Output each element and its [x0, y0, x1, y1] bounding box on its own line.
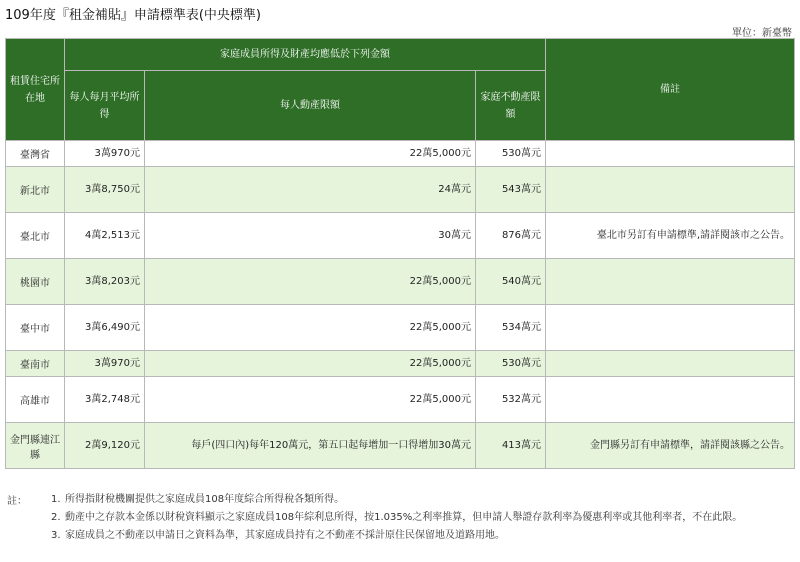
table-row [6, 167, 795, 213]
location-cell: 新北市 [6, 167, 65, 213]
realestate-cell: 530萬元 [476, 351, 546, 377]
income-cell: 3萬970元 [65, 141, 145, 167]
remarks-cell [546, 167, 795, 213]
movable-cell: 22萬5,000元 [145, 351, 476, 377]
footnote-text: 所得指財稅機關提供之家庭成員108年度綜合所得稅各類所得。 [65, 494, 345, 505]
realestate-cell: 876萬元 [476, 213, 546, 259]
currency-unit: 單位：新臺幣 [732, 28, 792, 39]
location-cell: 臺灣省 [6, 141, 65, 167]
header-row-1 [6, 39, 795, 71]
income-cell: 2萬9,120元 [65, 423, 145, 469]
remarks-cell [546, 351, 795, 377]
remarks-cell [546, 259, 795, 305]
header-movable: 每人動產限額 [145, 71, 476, 141]
income-cell: 3萬2,748元 [65, 377, 145, 423]
footnote-item [51, 528, 781, 543]
table-row [6, 259, 795, 305]
location-cell: 金門縣連江縣 [6, 423, 65, 469]
footnote-number: 3. [51, 530, 61, 541]
realestate-cell: 540萬元 [476, 259, 546, 305]
income-cell: 3萬6,490元 [65, 305, 145, 351]
income-cell: 3萬970元 [65, 351, 145, 377]
location-cell: 高雄市 [6, 377, 65, 423]
table-row [6, 423, 795, 469]
table-row [6, 377, 795, 423]
movable-cell: 22萬5,000元 [145, 141, 476, 167]
table-row [6, 213, 795, 259]
header-remarks: 備註 [546, 39, 795, 141]
location-cell: 臺北市 [6, 213, 65, 259]
realestate-cell: 543萬元 [476, 167, 546, 213]
movable-cell: 30萬元 [145, 213, 476, 259]
table-row [6, 305, 795, 351]
location-cell: 桃園市 [6, 259, 65, 305]
table-row [6, 141, 795, 167]
realestate-cell: 413萬元 [476, 423, 546, 469]
income-cell: 3萬8,203元 [65, 259, 145, 305]
movable-cell: 22萬5,000元 [145, 259, 476, 305]
remarks-cell [546, 141, 795, 167]
realestate-cell: 532萬元 [476, 377, 546, 423]
header-realestate: 家庭不動產限額 [476, 71, 546, 141]
footnote-item [51, 492, 781, 507]
remarks-cell: 臺北市另訂有申請標準,請詳閱該市之公告。 [546, 213, 795, 259]
footnotes-label: 註： [7, 496, 27, 507]
header-location: 租賃住宅所在地 [6, 39, 65, 141]
income-cell: 3萬8,750元 [65, 167, 145, 213]
remarks-cell: 金門縣另訂有申請標準，請詳閱該縣之公告。 [546, 423, 795, 469]
footnote-number: 1. [51, 494, 61, 505]
footnote-number: 2. [51, 512, 61, 523]
table-row [6, 351, 795, 377]
movable-cell: 22萬5,000元 [145, 377, 476, 423]
realestate-cell: 534萬元 [476, 305, 546, 351]
realestate-cell: 530萬元 [476, 141, 546, 167]
remarks-cell [546, 377, 795, 423]
movable-cell: 24萬元 [145, 167, 476, 213]
location-cell: 臺南市 [6, 351, 65, 377]
header-group: 家庭成員所得及財產均應低於下列金額 [65, 39, 546, 71]
footnote-text: 家庭成員之不動產以申請日之資料為準，其家庭成員持有之不動產不採計原住民保留地及道路用地。 [65, 530, 505, 541]
page-title: 109年度『租金補貼』申請標準表(中央標準) [5, 8, 261, 23]
income-cell: 4萬2,513元 [65, 213, 145, 259]
standards-table [5, 38, 795, 469]
location-cell: 臺中市 [6, 305, 65, 351]
movable-cell: 22萬5,000元 [145, 305, 476, 351]
footnote-item [51, 510, 781, 525]
movable-cell: 每戶(四口內)每年120萬元，第五口起每增加一口得增加30萬元 [145, 423, 476, 469]
footnotes-list [51, 492, 781, 546]
footnote-text: 動產中之存款本金係以財稅資料顯示之家庭成員108年綜利息所得，按1.035%之利率推算，但申請人舉證存款利率為優惠利率或其他利率者，不在此限。 [65, 512, 743, 523]
header-income: 每人每月平均所得 [65, 71, 145, 141]
remarks-cell [546, 305, 795, 351]
